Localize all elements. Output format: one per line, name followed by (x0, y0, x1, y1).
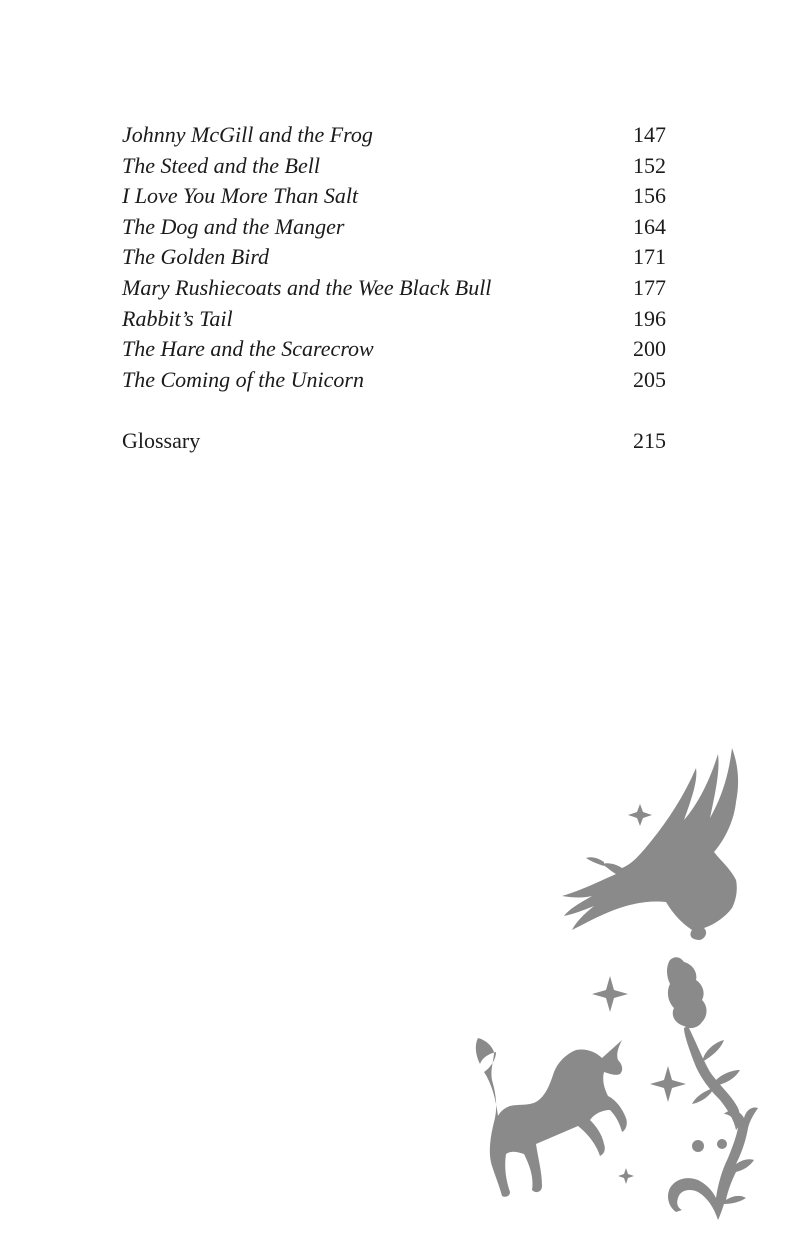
toc-entry-page: 205 (633, 366, 666, 392)
toc-entry-title: The Dog and the Manger (122, 213, 345, 239)
toc-entry-title: Mary Rushiecoats and the Wee Black Bull (122, 274, 492, 300)
toc-entry-title: The Coming of the Unicorn (122, 366, 364, 392)
toc-entry-title: The Hare and the Scarecrow (122, 336, 374, 362)
toc-entry-title: I Love You More Than Salt (122, 183, 359, 209)
toc-entry-title: The Golden Bird (122, 244, 270, 270)
toc-entry[interactable] (122, 273, 666, 304)
unicorn-icon (476, 1038, 627, 1197)
toc-entry[interactable] (122, 242, 666, 273)
toc-entry-page: 171 (633, 244, 666, 270)
table-of-contents (122, 120, 666, 457)
toc-entry-page: 164 (633, 213, 666, 239)
decorative-ornament (470, 740, 770, 1220)
toc-entry[interactable] (122, 181, 666, 212)
toc-entry-page: 152 (633, 152, 666, 178)
toc-entry-title: Rabbit’s Tail (122, 305, 233, 331)
toc-entry-page: 177 (633, 274, 666, 300)
toc-entry-title: Johnny McGill and the Frog (122, 122, 373, 147)
eagle-icon (562, 748, 738, 940)
toc-entry-page: 200 (633, 336, 666, 362)
toc-entry[interactable] (122, 120, 666, 151)
thistle-icon (667, 957, 740, 1130)
toc-spacer (122, 395, 666, 426)
toc-entry[interactable] (122, 151, 666, 182)
toc-entry-page: 215 (633, 427, 666, 453)
toc-entry-glossary[interactable] (122, 426, 666, 457)
toc-entry-page: 196 (633, 305, 666, 331)
toc-entry-page: 147 (633, 122, 666, 147)
toc-entry-title: The Steed and the Bell (122, 152, 320, 178)
toc-entry-title: Glossary (122, 427, 201, 453)
toc-entry[interactable] (122, 304, 666, 335)
flower-sprig-icon (668, 1107, 758, 1220)
toc-entry-page: 156 (633, 183, 666, 209)
toc-entry[interactable] (122, 365, 666, 396)
toc-entry[interactable] (122, 212, 666, 243)
toc-entry[interactable] (122, 334, 666, 365)
